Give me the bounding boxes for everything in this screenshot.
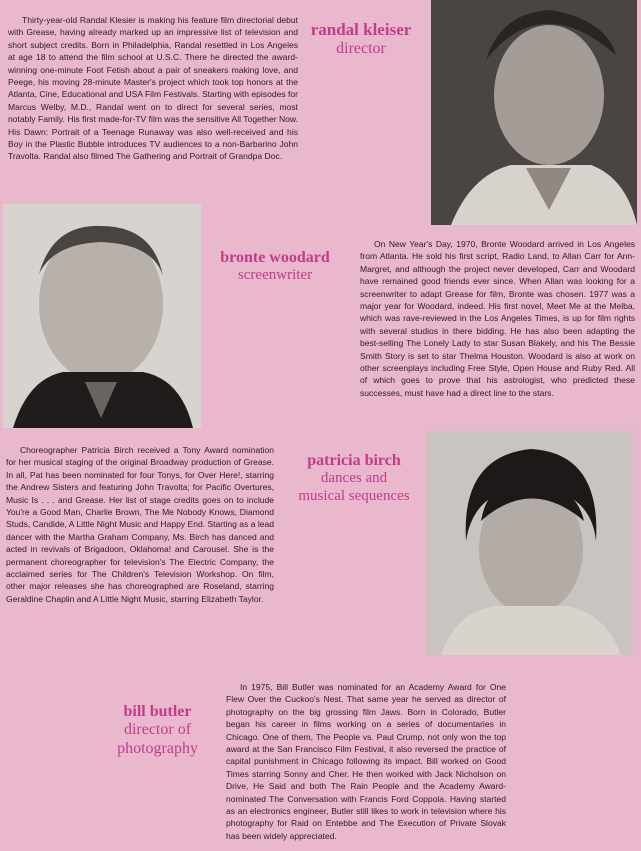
bronte-woodard-bio bbox=[360, 238, 635, 399]
patricia-birch-bio bbox=[6, 444, 274, 605]
bronte-woodard-heading bbox=[215, 249, 335, 285]
patricia-birch-heading bbox=[280, 452, 428, 505]
randal-kleiser-role: director bbox=[336, 39, 386, 57]
bronte-woodard-bio-text: On New Year's Day, 1970, Bronte Woodard arrived in Los Angeles from Atlanta. He sold his first script, Radio Land, to Allan Carr for Ann-Margret, and although the project never developed, Carr and Woodard have remained good friends ever since. When Allan was looking for a screenwriter to adapt Grease for film, Bronte was chosen. 1977 was a major year for Woodard, indeed. His first novel, Meet Me at the Melba, which was rave-reviewed in the Los Angeles Times, is up for film rights with several studios in there bidding. He has also been adapting the best-selling The Lonely Lady to star Susan Blakely, and his The Bessie Smith Story is set to star Thelma Houston. Woodard is also at work on other screenplays including Free Style, Open House and Ruby Red. All of which goes to prove that his astrologist, who predicted these successes, must have had a direct line to the stars. bbox=[360, 239, 635, 398]
randal-kleiser-bio-text: Thirty-year-old Randal Klesier is making his feature film directorial debut with Grease, having already marked up an impressive list of television and short subject credits. Born in Philadelphia, Randal resettled in Los Angeles at age 18 to attend the film school at U.S.C. There he directed the award-winning one-minute Foot Fetish about a pair of sneakers making love, and Peege, his moving 28-minute Master's project which took top honors at the Atlanta, Cine, Educational and USA Film Festivals. Starting with episodes for Marcus Welby, M.D., Randal went on to direct for several series, most notably Family. His first made-for-TV film was the sensitive All Together Now. His Dawn: Portrait of a Teenage Runaway was also well-received and his Boy in the Plastic Bubble introduces TV audiences to a non-Barbarino John Travolta. Randal also filmed The Gathering and Portrait of Grandpa Doc. bbox=[8, 15, 298, 162]
randal-kleiser-heading bbox=[290, 20, 432, 58]
patricia-birch-name: patricia birch bbox=[307, 452, 401, 469]
bronte-woodard-name: bronte woodard bbox=[220, 249, 330, 266]
bronte-woodard-role: screenwriter bbox=[237, 267, 313, 284]
bronte-woodard-photo bbox=[3, 204, 201, 428]
patricia-birch-role-line1: dances and bbox=[320, 470, 388, 487]
randal-kleiser-photo bbox=[431, 0, 637, 225]
patricia-birch-bio-text: Choreographer Patricia Birch received a Tony Award nomination for her musical staging of the original Broadway production of Grease. In all, Pat has been nominated for four Tonys, for Over Here!, starring the Andrew Sisters and featuring John Travolta; for Pacific Overtures, Music Is . . . and Grease. Her list of stage credits goes on to include You're a Good Man, Charlie Brown, The Me Nobody Knows, Diamond Studs, Candide, A Little Night Music and Happy End. Starting as a lead dancer with the Martha Graham Company, Ms. Birch has danced and acted in revivals of Brigadoon, Oklahoma! and Carousel. She is the permanent choreographer for television's The Electric Company, the acclaimed series for The Children's Television Workshop. On film, other major releases she has choreographed are Roseland, starring Geraldine Chaplin and A Little Night Music, starring Elizabeth Taylor. bbox=[6, 445, 274, 604]
bill-butler-heading bbox=[100, 703, 215, 758]
randal-kleiser-bio bbox=[8, 14, 298, 163]
bill-butler-bio-text: In 1975, Bill Butler was nominated for an Academy Award for One Flew Over the Cuckoo's Nest. That same year he served as director of photography on the big grossing film Jaws. Born in Colorado, Butler began his career in films working on a series of documentaries in Chicago. One of them, The People vs. Paul Crump, not only won the top award at the San Francisco Film Festival, it also reversed the practice of capital punishment in Chicago following its impact. Bill worked on Good Times starring Sonny and Cher. He then worked with Jack Nicholson on Drive, He Said and both The Rain People and the Academy Award-nominated The Conversation with Francis Ford Coppola. Having started as an electronics engineer, Butler still likes to work in television where his photography for Raid on Entebbe and The Execution of Private Slovak has been widely appreciated. bbox=[226, 682, 506, 841]
bill-butler-role-line2: photography bbox=[117, 739, 198, 757]
bill-butler-bio bbox=[226, 681, 506, 842]
bill-butler-name: bill butler bbox=[123, 703, 192, 720]
patricia-birch-photo bbox=[426, 431, 633, 655]
patricia-birch-role-line2: musical sequences bbox=[298, 487, 410, 504]
bill-butler-role-line1: director of bbox=[123, 721, 192, 739]
randal-kleiser-name: randal kleiser bbox=[310, 20, 412, 39]
